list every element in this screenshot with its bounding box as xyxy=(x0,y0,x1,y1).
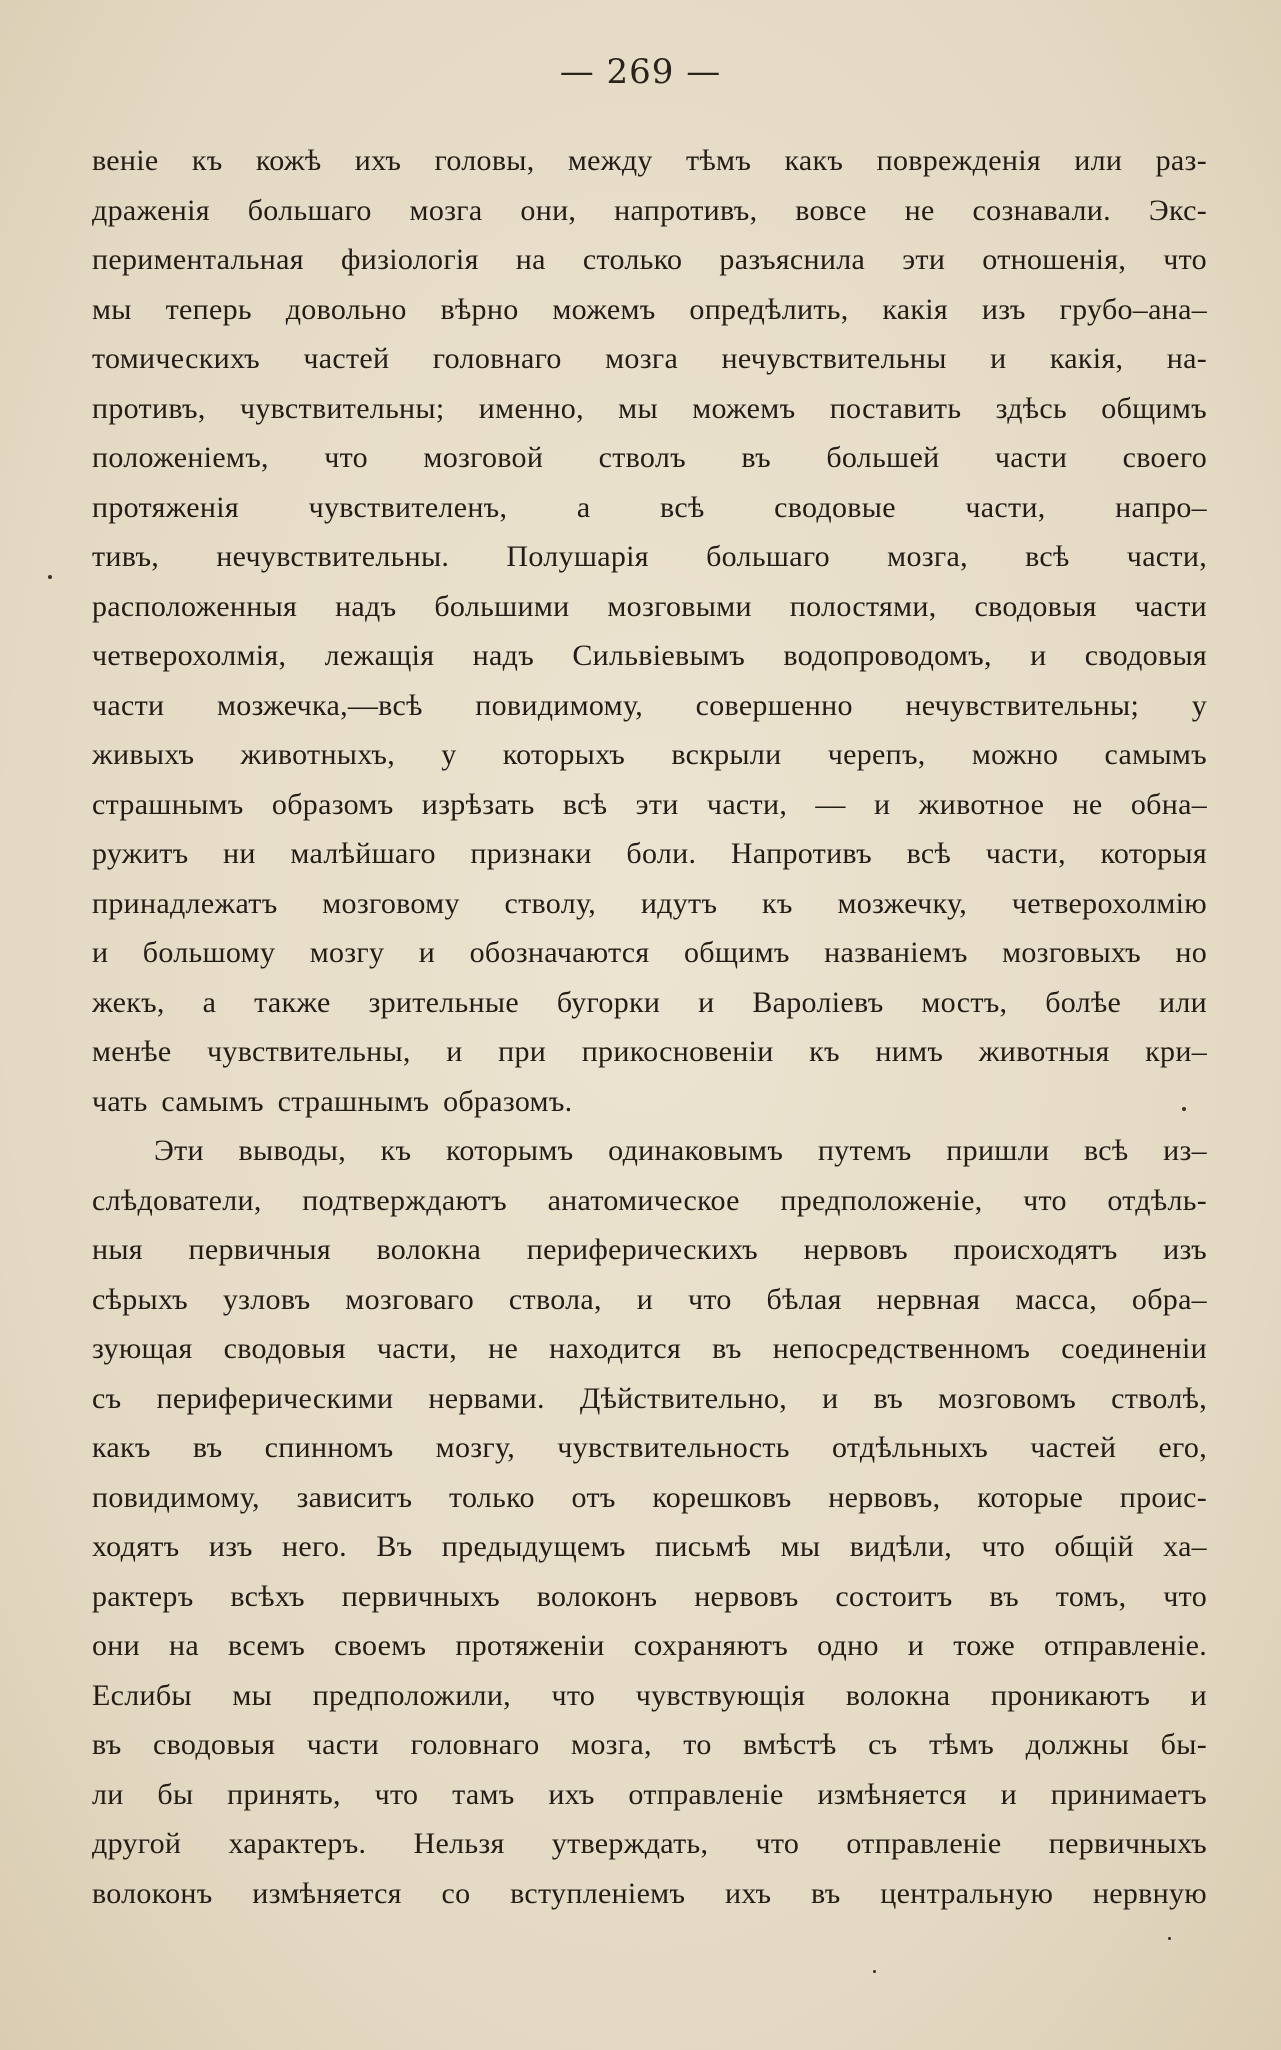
text-line: съ периферическими нервами. Дѣйствительно, и въ мозговомъ стволѣ, xyxy=(92,1381,1207,1415)
text-line: менѣе чувствительны, и при прикосновеніи къ нимъ животныя кри– xyxy=(92,1035,1207,1068)
text-line: ружитъ ни малѣйшаго признаки боли. Напротивъ всѣ части, которыя xyxy=(92,837,1207,870)
text-line: въ сводовыя части головнаго мозга, то вмѣстѣ съ тѣмъ должны бы- xyxy=(92,1728,1207,1761)
print-speck xyxy=(1168,1937,1171,1940)
text-line: томическихъ частей головнаго мозга нечувствительны и какія, на- xyxy=(92,342,1207,375)
print-speck xyxy=(48,575,52,579)
text-line: какъ въ спинномъ мозгу, чувствительность отдѣльныхъ частей его, xyxy=(92,1431,1207,1464)
text-line: мы теперь довольно вѣрно можемъ опредѣлить, какія изъ грубо–ана– xyxy=(92,292,1207,326)
text-line: слѣдователи, подтверждаютъ анатомическое предположеніе, что отдѣль- xyxy=(92,1183,1207,1217)
text-line: и большому мозгу и обозначаются общимъ названіемъ мозговыхъ но xyxy=(92,936,1207,969)
text-line: рактеръ всѣхъ первичныхъ волоконъ нервовъ состоитъ въ томъ, что xyxy=(92,1579,1207,1613)
paragraph-1 xyxy=(92,136,1207,1126)
text-line: периментальная физіологія на столько разъяснила эти отношенія, что xyxy=(92,243,1207,276)
text-line: ходятъ изъ него. Въ предыдущемъ письмѣ мы видѣли, что общій ха– xyxy=(92,1530,1207,1563)
text-line: противъ, чувствительны; именно, мы можемъ поставить здѣсь общимъ xyxy=(92,391,1207,425)
print-speck xyxy=(1182,1107,1186,1111)
text-line: положеніемъ, что мозговой стволъ въ большей части своего xyxy=(92,441,1207,474)
text-line: четверохолмія, лежащія надъ Сильвіевымъ водопроводомъ, и сводовыя xyxy=(92,639,1207,672)
text-line: сѣрыхъ узловъ мозговаго ствола, и что бѣлая нервная масса, обра– xyxy=(92,1282,1207,1316)
text-line: чать самымъ страшнымъ образомъ. xyxy=(92,1084,573,1118)
text-line: протяженія чувствителенъ, а всѣ сводовые части, напро– xyxy=(92,490,1207,524)
text-line: ли бы принять, что тамъ ихъ отправленіе измѣняется и принимаетъ xyxy=(92,1777,1207,1811)
text-line: волоконъ измѣняется со вступленіемъ ихъ въ центральную нервную xyxy=(92,1876,1207,1910)
text-line: Еслибы мы предположили, что чувствующія волокна проникаютъ и xyxy=(92,1678,1207,1712)
text-line: веніе къ кожѣ ихъ головы, между тѣмъ какъ поврежденія или раз- xyxy=(92,144,1207,177)
text-line: повидимому, зависитъ только отъ корешковъ нервовъ, которые проис- xyxy=(92,1480,1207,1514)
text-line: драженія большаго мозга они, напротивъ, вовсе не сознавали. Экс- xyxy=(92,193,1207,227)
paragraph-2 xyxy=(92,1126,1207,1918)
text-line: страшнымъ образомъ изрѣзать всѣ эти части, — и животное не обна– xyxy=(92,787,1207,821)
body-text xyxy=(92,136,1207,1918)
text-line: ныя первичныя волокна периферическихъ нервовъ происходятъ изъ xyxy=(92,1233,1207,1266)
text-line: зующая сводовыя части, не находится въ непосредственномъ соединеніи xyxy=(92,1332,1207,1365)
text-line: расположенныя надъ большими мозговыми полостями, сводовыя части xyxy=(92,589,1207,623)
text-line: части мозжечка,—всѣ повидимому, совершенно нечувствительны; у xyxy=(92,688,1207,722)
text-line: они на всемъ своемъ протяженіи сохраняютъ одно и тоже отправленіе. xyxy=(92,1629,1207,1662)
text-line: тивъ, нечувствительны. Полушарія большаго мозга, всѣ части, xyxy=(92,540,1207,573)
text-line: живыхъ животныхъ, у которыхъ вскрыли черепъ, можно самымъ xyxy=(92,738,1207,771)
print-speck xyxy=(873,1970,876,1973)
text-line: другой характеръ. Нельзя утверждать, что отправленіе первичныхъ xyxy=(92,1827,1207,1860)
text-line: принадлежатъ мозговому стволу, идутъ къ мозжечку, четверохолмію xyxy=(92,886,1207,920)
text-line: жекъ, а также зрительные бугорки и Вароліевъ мостъ, болѣе или xyxy=(92,985,1207,1019)
page-number: — 269 — xyxy=(559,52,722,92)
text-line: Эти выводы, къ которымъ одинаковымъ путемъ пришли всѣ из– xyxy=(154,1134,1207,1167)
